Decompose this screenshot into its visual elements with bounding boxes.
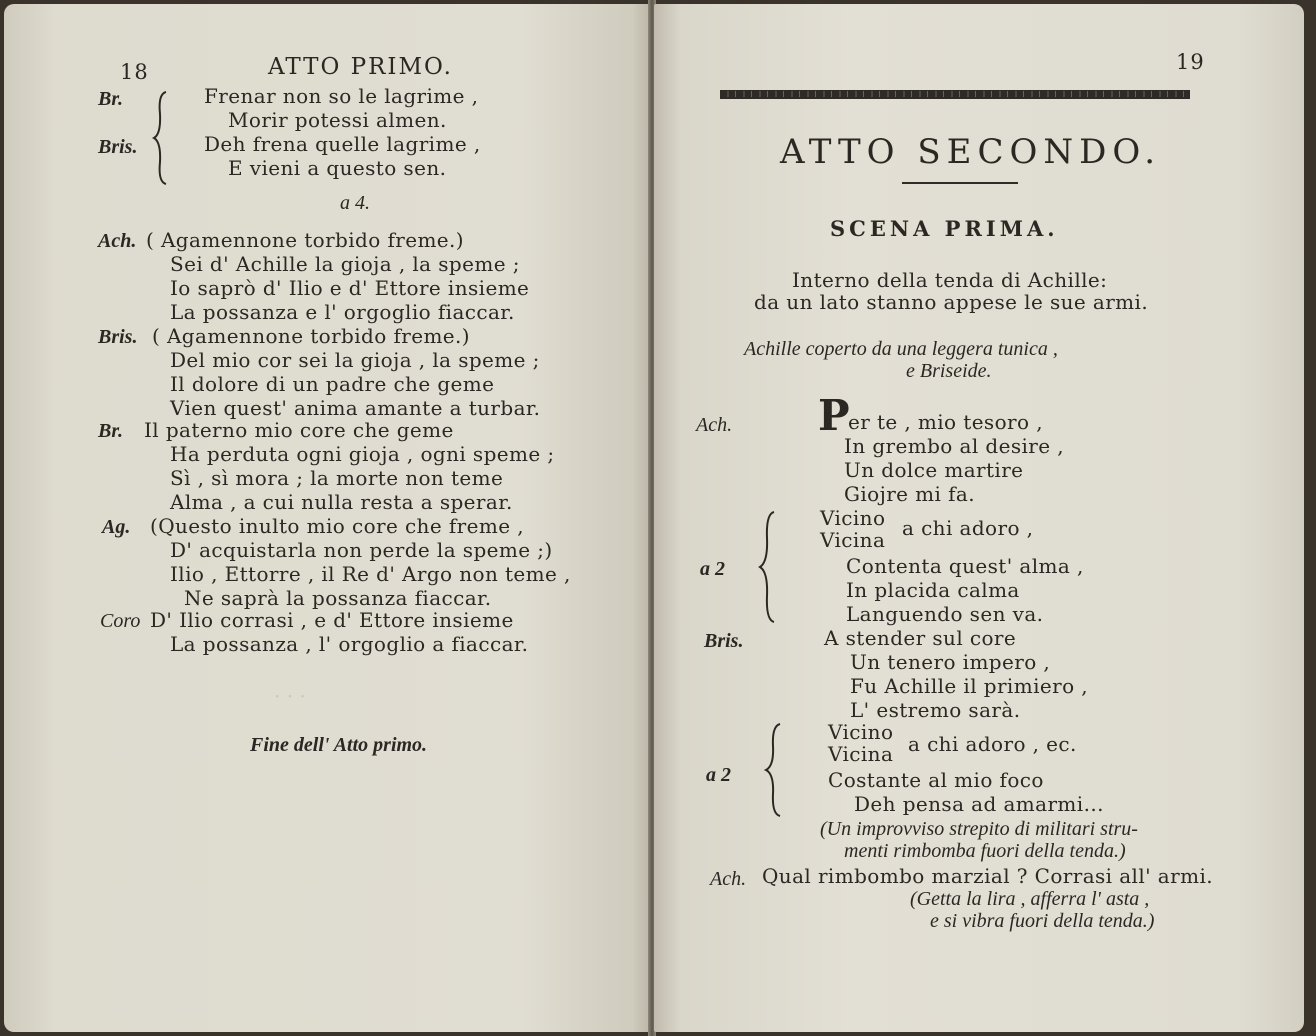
verse-line: In placida calma [846, 578, 1020, 602]
speaker-label: Bris. [98, 326, 138, 348]
speaker-label: Ag. [102, 516, 131, 538]
speaker-label: Ach. [710, 868, 747, 890]
stage-direction: (Un improvviso strepito di militari stru- [820, 818, 1138, 840]
verse-line: Un tenero impero , [850, 650, 1051, 674]
verse-line: D' acquistarla non perde la speme ;) [170, 538, 553, 562]
verse-line: Costante al mio foco [828, 768, 1044, 792]
verse-line: Del mio cor sei la gioja , la speme ; [170, 348, 540, 372]
verse-line: Ne saprà la possanza fiaccar. [184, 586, 492, 610]
verse-line: D' Ilio corrasi , e d' Ettore insieme [150, 608, 514, 632]
verse-line: Ha perduta ogni gioja , ogni speme ; [170, 442, 555, 466]
speaker-label: Bris. [98, 136, 138, 158]
right-page [654, 4, 1304, 1032]
stage-direction: menti rimbomba fuori della tenda.) [844, 840, 1126, 862]
verse-line: Deh pensa ad amarmi... [854, 792, 1104, 816]
verse-line: Sì , sì mora ; la morte non teme [170, 466, 504, 490]
verse-line: Giojre mi fa. [844, 482, 975, 506]
a2-label: a 2 [706, 764, 731, 786]
verse-line: Il dolore di un padre che geme [170, 372, 495, 396]
setting-line: Interno della tenda di Achille: [792, 268, 1108, 292]
stage-direction: Achille coperto da una leggera tunica , [744, 338, 1058, 360]
verse-line: Qual rimbombo marzial ? Corrasi all' armi. [762, 864, 1214, 888]
page-number: 18 [120, 60, 149, 84]
stage-direction: (Getta la lira , afferra l' asta , [910, 888, 1150, 910]
speaker-label: Ach. [696, 414, 733, 436]
speaker-label: Br. [98, 420, 124, 442]
speaker-label: Br. [98, 88, 124, 110]
a4-label: a 4. [340, 192, 370, 214]
verse-line: Sei d' Achille la gioja , la speme ; [170, 252, 520, 276]
verse-line: L' estremo sarà. [850, 698, 1021, 722]
verse-line: a chi adoro , [902, 516, 1034, 540]
brace [766, 722, 786, 818]
verse-line: Fu Achille il primiero , [850, 674, 1089, 698]
verse-line: Languendo sen va. [846, 602, 1044, 626]
verse-line: Vicino [820, 506, 886, 530]
scene-title: SCENA PRIMA. [830, 216, 1059, 241]
verse-line: Morir potessi almen. [228, 108, 447, 132]
brace [760, 510, 780, 624]
stage-direction: e si vibra fuori della tenda.) [930, 910, 1155, 932]
verse-line: (Questo inulto mio core che freme , [150, 514, 524, 538]
verse-line: La possanza e l' orgoglio fiaccar. [170, 300, 515, 324]
end-of-act-note: Fine dell' Atto primo. [250, 734, 428, 756]
running-head: ATTO PRIMO. [268, 54, 453, 80]
speaker-label: Coro [100, 610, 141, 632]
verse-line: Contenta quest' alma , [846, 554, 1084, 578]
verse-line: Vien quest' anima amante a turbar. [170, 396, 541, 420]
verse-line: Deh frena quelle lagrime , [204, 132, 481, 156]
verse-line: A stender sul core [824, 626, 1017, 650]
verse-line: Ilio , Ettorre , il Re d' Argo non teme , [170, 562, 571, 586]
verse-line: Vicina [828, 742, 894, 766]
act-title: ATTO SECONDO. [780, 132, 1162, 172]
stage-direction: e Briseide. [906, 360, 992, 382]
verse-line: Vicino [828, 720, 894, 744]
verse-line: Frenar non so le lagrime , [204, 84, 479, 108]
verse-line: E vieni a questo sen. [228, 156, 447, 180]
title-rule [902, 182, 1018, 184]
verse-line: a chi adoro , ec. [908, 732, 1077, 756]
bleed-through: · · · [274, 684, 306, 708]
a2-label: a 2 [700, 558, 725, 580]
verse-line: Io saprò d' Ilio e d' Ettore insieme [170, 276, 530, 300]
verse-line: er te , mio tesoro , [848, 410, 1043, 434]
brace [154, 90, 174, 186]
left-page [4, 4, 652, 1032]
verse-line: Vicina [820, 528, 886, 552]
ornamental-rule [720, 90, 1190, 99]
verse-line: La possanza , l' orgoglio a fiaccar. [170, 632, 529, 656]
verse-line: In grembo al desire , [844, 434, 1064, 458]
page-number: 19 [1176, 50, 1205, 74]
verse-line: Un dolce martire [844, 458, 1024, 482]
verse-line: ( Agamennone torbido freme.) [152, 324, 471, 348]
verse-line: ( Agamennone torbido freme.) [146, 228, 465, 252]
setting-line: da un lato stanno appese le sue armi. [754, 290, 1149, 314]
verse-line: Il paterno mio core che geme [144, 418, 454, 442]
verse-line: Alma , a cui nulla resta a sperar. [170, 490, 513, 514]
speaker-label: Bris. [704, 630, 744, 652]
speaker-label: Ach. [98, 230, 137, 252]
drop-cap: P [818, 391, 850, 440]
